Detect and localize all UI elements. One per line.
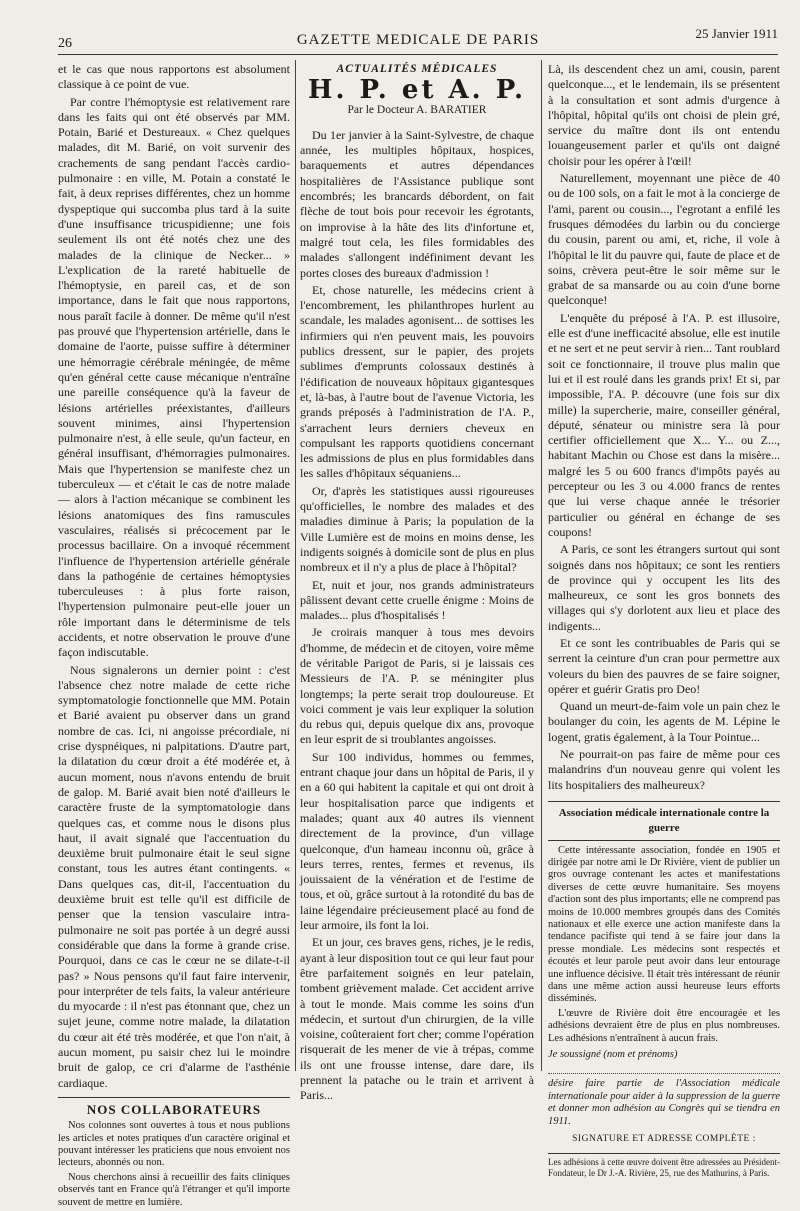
article-byline: Par le Docteur A. BARATIER [347, 103, 487, 116]
paragraph: Naturellement, moyennant une pièce de 40 ou de 100 sols, on a fait le mot à la concierge de l'ami, parent ou cousin..., l'egrotant a enfilé les frusques démodées du larbin ou du concierge du cousin, parent ou ami, et, riche, il vole à l'hôpital le lit du pauvre qui, faute de place et de soins, crèvera peut-être le soir même sur le grabat de sa mansarde ou au coin d'une borne quelconque! [548, 171, 780, 308]
column-divider [541, 60, 542, 1071]
paragraph: Nous cherchons ainsi à recueillir des faits cliniques observés tant en France qu'à l'étranger et qu'il importe souvent de mettre en lumière. [58, 1171, 290, 1208]
header-rule [58, 54, 778, 55]
paragraph: Or, d'après les statistiques aussi rigoureuses qu'officielles, le nombre des malades et des maladies diminue à Paris; la population de la Ville Lumière est de moins en moins dense, les indigents soignés à domicile sont de plus en plus nombreux et il n'y a plus de place à l'hôpital? [300, 483, 534, 575]
collaborators-notice [58, 1120, 290, 1209]
page-header [58, 26, 778, 51]
column-middle [300, 62, 534, 1106]
association-title: Association médicale internationale contre la guerre [548, 801, 780, 841]
signature-label: SIGNATURE ET ADRESSE COMPLÈTE : [572, 1134, 756, 1145]
paragraph: Cette intéressante association, fondée en 1905 et dirigée par notre ami le Dr Rivière, vient de publier un gros ouvrage contenant les actes et manifestations diverses de cette œuvre humanitaire. Ses moyens d'action sont des plus importants; elle ne comprend pas moins de 10.000 membres groupés dans des Comités nationaux et elle exerce une action manifeste dans la tendance pacifiste qui tend à se faire jour dans la presse mondiale. Les médecins sont respectés et écoutés et leur parole peut avoir dans leur entourage une influence décisive. Il était très intéressant de réunir dans une même action aussi heureuse leurs efforts disséminés. [548, 844, 780, 1005]
paragraph: Et, chose naturelle, les médecins crient à l'encombrement, les philanthropes hurlent au scandale, les malades agonisent... de sottises les infirmiers qui n'en peuvent mais, les pouvoirs publics dressent, sur le papier, des projets sublimes d'emprunts colossaux destinés à l'édification de nouveaux hôpitaux gigantesques et, là-bas, à l'autre bout de l'avenue Victoria, les grands préposés à l'administration de l'A. P., s'arrachent leurs derniers cheveux en compulsant les rapports quotidiens concernant les admissions de plus en plus formidables dans les salles d'hôpitaux séquaniens... [300, 282, 534, 481]
form-adhesion-text: désire faire partie de l'Association médicale internationale pour aider à la suppression de la guerre et donner mon adhésion au Congrès qui se tiendra en 1911. [548, 1078, 780, 1127]
footnote: Les adhésions à cette œuvre doivent être adressées au Président-Fondateur, le Dr J.-A. Rivière, 25, rue des Mathurins, à Paris. [548, 1153, 780, 1179]
column-divider [295, 60, 296, 1071]
article-title: H. P. et A. P. [307, 75, 527, 106]
paragraph: Là, ils descendent chez un ami, cousin, parent quelconque..., et le lendemain, ils se présentent à la consultation et sont admis d'urgence à l'hôpital, hôpital qu'ils ont choisi de plein gré, service du maître dont ils ont entendu louangeusement parler et qu'ils ont daigné choisir pour les opérer à l'œil! [548, 62, 780, 168]
page-number: 26 [58, 36, 72, 51]
form-blank [548, 1063, 780, 1074]
paragraph: Je croirais manquer à tous mes devoirs d'homme, de médecin et de citoyen, voire même de véritable Parigot de Paris, si je laissais ces Messieurs de l'A. P. se méningiter plus longtemps; la perte serait trop douloureuse. Et voici comment je vais leur expliquer la solution du rebus qui, depuis quelque dix ans, provoque en leur esprit de si troublantes angoisses. [300, 625, 534, 747]
section-title: NOS COLLABORATEURS [58, 1097, 290, 1117]
rubric-heading: ACTUALITÉS MÉDICALES [336, 63, 498, 75]
paragraph: Et, nuit et jour, nos grands administrateurs pâlissent devant cette cruelle énigme : Moins de malades... plus d'hospitalisés ! [300, 577, 534, 623]
paragraph: Par contre l'hémoptysie est relativement rare dans les faits qui ont été observés par MM. Potain, Barié et Destureaux. « Chez quelques malades, dit M. Barié, on voit survenir des crachements de sang pendant l'accès cardio-pulmonaire : en ville, M. Potain a constaté le fait, à deux reprises différentes, chez un homme dyspeptique qui succomba plus tard à la suite d'une insuffisance tricuspidienne; une fois seulement ils ont été notés chez une des malades de la clinique de Necker... » L'explication de la rareté habituelle de l'hémoptysie, en pareil cas, et de son importance, dans le fait que nous rapportons, nous paraît facile à donner. De même qu'il n'est pas prouvé que l'hypertension artérielle, dans le domaine de l'aorte, puisse suffire à déterminer une hémorragie cérébrale méningée, de même qu'en général cette cause mécanique n'entraîne une pareille conséquence qu'à la faveur de lésions artérielles préexistantes, d'ailleurs souvent minimes, ainsi l'hypertension pulmonaire n'est, à elle seule, qu'un facteur, en général insuffisant, d'hémorragies pulmonaires. Mais que l'hypertension se manifeste chez un tuberculeux — et c'était le cas de notre malade — alors à l'action mécanique se combinent les lésions anatomiques des fins ramuscules vasculaires, réalisés si précocement par le processus bacillaire. On a invoqué récemment l'influence de l'hypertension artérielle générale dans la pathogénie de certaines hémoptysies tuberculeuses : à plus forte raison, l'hypertension pulmonaire peut-elle jouer un rôle important dans le déterminisme de tels accidents, et notre observation le prouve d'une façon indiscutable. [58, 94, 290, 660]
paragraph: Nos colonnes sont ouvertes à tous et nous publions les articles et notes pratiques d'un caractère original et pouvant intéresser les praticiens que nous envoient nos lecteurs, abonnés ou non. [58, 1120, 290, 1169]
paragraph: L'enquête du préposé à l'A. P. est illusoire, elle est d'une inefficacité absolue, elle est inutile et ne sert et ne peut servir à rien... Tant roublard soit ce fonctionnaire, il trouve plus malin que lui et il est roulé dans les grands prix! Et si, par impossible, l'A. P. découvre (une fois sur dix mille) la supercherie, maire, conseiller général, député, sénateur ou ministre sera là pour certifier officiellement que X... Y... ou Z..., habitant Machin ou Chose est dans la misère... malgré les 5 ou 600 francs d'impôts payés au percepteur ou les 3 ou 4.000 francs de rentes que lui verse chaque année le trésorier particulier ou général en échange de ses coupons! [548, 310, 780, 539]
paragraph: A Paris, ce sont les étrangers surtout qui sont soignés dans nos hôpitaux; ce sont les rentiers de province qui y occupent les lits des malheureux, ce sont les gros bonnets des villages qui s'y dorlotent aux lieu et place des indigents... [548, 542, 780, 633]
paragraph: Quand un meurt-de-faim vole un pain chez le boulanger du coin, les agents de M. Lépine le logent, gratis également, à la Tour Pointue... [548, 699, 780, 744]
paragraph: Ne pourrait-on pas faire de même pour ces malandrins d'un nouveau genre qui volent les lits hospitaliers des malheureux? [548, 747, 780, 792]
association-notice [548, 845, 780, 1046]
form-name-line: Je soussigné (nom et prénoms) [548, 1049, 678, 1061]
paragraph: Nous signalerons un dernier point : c'est l'absence chez notre malade de cette riche symptomatologie fonctionnelle que MM. Potain et Barié avaient pu observer dans un grand nombre de cas. Ici, ni angoisse précordiale, ni crise dyspnéiques, ni palpitations. D'autre part, la dilatation du cœur droit a été modérée et, à aucun moment, nous n'avons entendu de bruit de galop. M. Barié avait bien noté d'ailleurs le caractère fruste de la symptomatologie dans quelques cas, et comme nous le disons plus haut, il avait signalé que l'accentuation du deuxième bruit pulmonaire était le seul signe constant, tous les autres étant contingents. « Dans quelques cas, dit-il, l'accentuation du deuxième bruit est telle qu'il est difficile de penser que la tension vasculaire intra-pulmonaire ne soit pas portée à un degré aussi considérable que dans la forme à grande crise. Pourquoi, dans ce cas le cœur ne se dilate-t-il pas? » Nous pensons qu'il faut faire intervenir, pour interpréter de tels faits, la valeur antérieure du myocarde : il n'est pas étonnant que, chez un sujet jeune, comme notre malade, la dilatation du cœur ait été très modérée, et que l'on n'ait, à aucun moment, pu saisir chez lui le moindre bruit de galop, ce cri d'alarme de l'asthénie cardiaque. [58, 662, 290, 1090]
paragraph: Et un jour, ces braves gens, riches, je le redis, ayant à leur disposition tout ce qui leur faut pour être parfaitement soignés en leur patelain, tombent grièvement malade. Cet accident arrive à tout le monde. Mais comme les soins d'un médecin, et surtout d'un chirurgien, de la ville voisine, coûteraient fort cher; comme l'opération risquerait de les mener de vie à trépas, comme ils ont une frousse intense, dare dare, ils prennent la patache ou le train et arrivent à Paris... [300, 935, 534, 1103]
paragraph: L'œuvre de Rivière doit être encouragée et les adhésions devraient être de plus en plus nombreuses. Les adhésions n'entraînent à aucun frais. [548, 1007, 780, 1044]
paragraph: Sur 100 individus, hommes ou femmes, entrant chaque jour dans un hôpital de Paris, il y en a 60 qui habitent la capitale et qui ont droit à leur hospitalisation parce que indigents et malades; quant aux 40 autres ils viennent directement de la province, d'un village quelconque, d'un hameau inconnu où, grâce à leurs terres, rentes, fermes et revenus, ils jouissaient de la vénération et de l'estime de tous, et où, grâce surtout à la rotondité du bas de laine légendaire précieusement placé au fond de leur armoire, ils font la loi. [300, 749, 534, 933]
column-right [548, 62, 780, 1179]
paragraph: Et ce sont les contribuables de Paris qui se serrent la ceinture d'un cran pour permettre aux voleurs du bien des pauvres de se faire soigner, opérer et guérir Gratis pro Deo! [548, 635, 780, 696]
paragraph: Du 1er janvier à la Saint-Sylvestre, de chaque année, les multiples hôpitaux, hospices, baraquements et autres dépendances hospitalières de l'Assistance publique sont encombrés; les brancards débordent, on fait flèche de tout bois pour recevoir les égrotants, on improvise à la hâte des lits d'infortune et, malgré tout cela, les files formidables des malades s'allongent indéfiniment devant les portes closes des bureaux d'admission ! [300, 127, 534, 280]
column-left [58, 62, 290, 1211]
issue-date: 25 Janvier 1911 [695, 26, 778, 41]
journal-title: GAZETTE MEDICALE DE PARIS [296, 32, 540, 48]
paragraph: et le cas que nous rapportons est absolument classique à ce point de vue. [58, 62, 290, 92]
